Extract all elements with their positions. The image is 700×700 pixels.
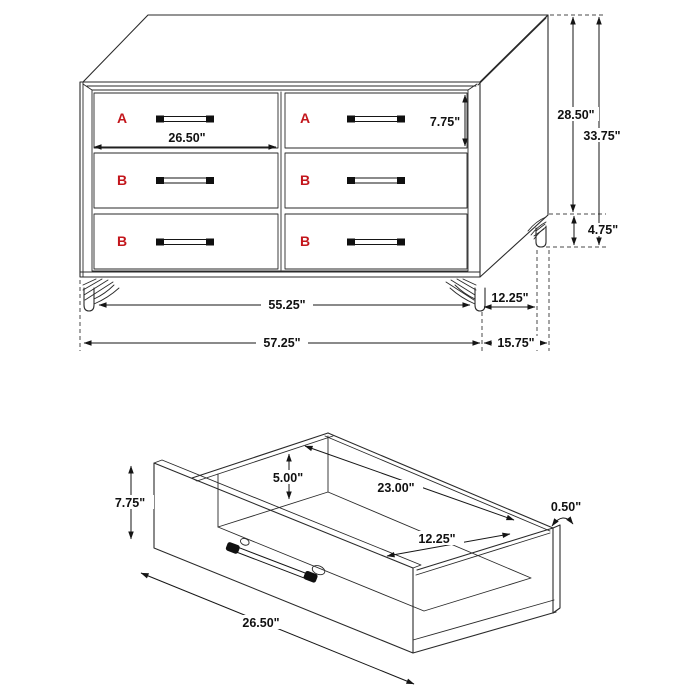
- dim-interior-width-label: 23.00": [377, 481, 415, 495]
- dim-overall-height-label: 33.75": [583, 129, 621, 143]
- handle-icon: [156, 116, 214, 123]
- handle-icon: [347, 177, 405, 184]
- dresser-legs: [83, 217, 546, 311]
- dresser-figure: [80, 15, 625, 351]
- dresser-dimension-labels: [168, 107, 625, 350]
- dim-interior-height-label: 5.00": [272, 471, 304, 485]
- drawer-pull: [225, 532, 326, 586]
- drawer-dimension-labels: [106, 470, 581, 630]
- dim-case-height-label: 28.50": [557, 108, 595, 122]
- dim-front-width-label: 26.50": [242, 616, 280, 630]
- drawer-label-top-right: A: [299, 110, 311, 126]
- dim-leg-height-label: 4.75": [587, 223, 619, 237]
- drawer-label-bottom-left: B: [116, 233, 128, 249]
- dim-front-height-label: 7.75": [114, 496, 146, 510]
- dim-panel-thickness-label: 0.50": [550, 500, 582, 514]
- drawer-detail-figure: [106, 433, 581, 684]
- back-right-leg: [528, 217, 546, 247]
- front-left-leg: [83, 279, 119, 311]
- drawer-label-middle-left: B: [116, 172, 128, 188]
- dim-drawer-height-label: 7.75": [429, 115, 461, 129]
- dim-overall-width-label: 57.25": [263, 336, 301, 350]
- dresser-cabinet-outline: [80, 15, 548, 277]
- dresser-drawer-fronts: [94, 93, 467, 269]
- handle-icon: [156, 239, 214, 246]
- handle-icon: [347, 239, 405, 246]
- drawer-label-bottom-right: B: [299, 233, 311, 249]
- drawer-box-outline: [154, 433, 560, 653]
- handle-icon: [156, 177, 214, 184]
- drawer-label-top-left: A: [116, 110, 128, 126]
- handle-icon: [347, 116, 405, 123]
- dim-interior-depth-label: 12.25": [418, 532, 456, 546]
- dim-leg-width-span-label: 55.25": [268, 298, 306, 312]
- front-right-leg: [446, 279, 485, 311]
- dim-overall-depth-label: 15.75": [497, 336, 535, 350]
- dim-drawer-width-label: 26.50": [168, 131, 206, 145]
- dim-leg-depth-span-label: 12.25": [491, 291, 529, 305]
- drawer-label-middle-right: B: [299, 172, 311, 188]
